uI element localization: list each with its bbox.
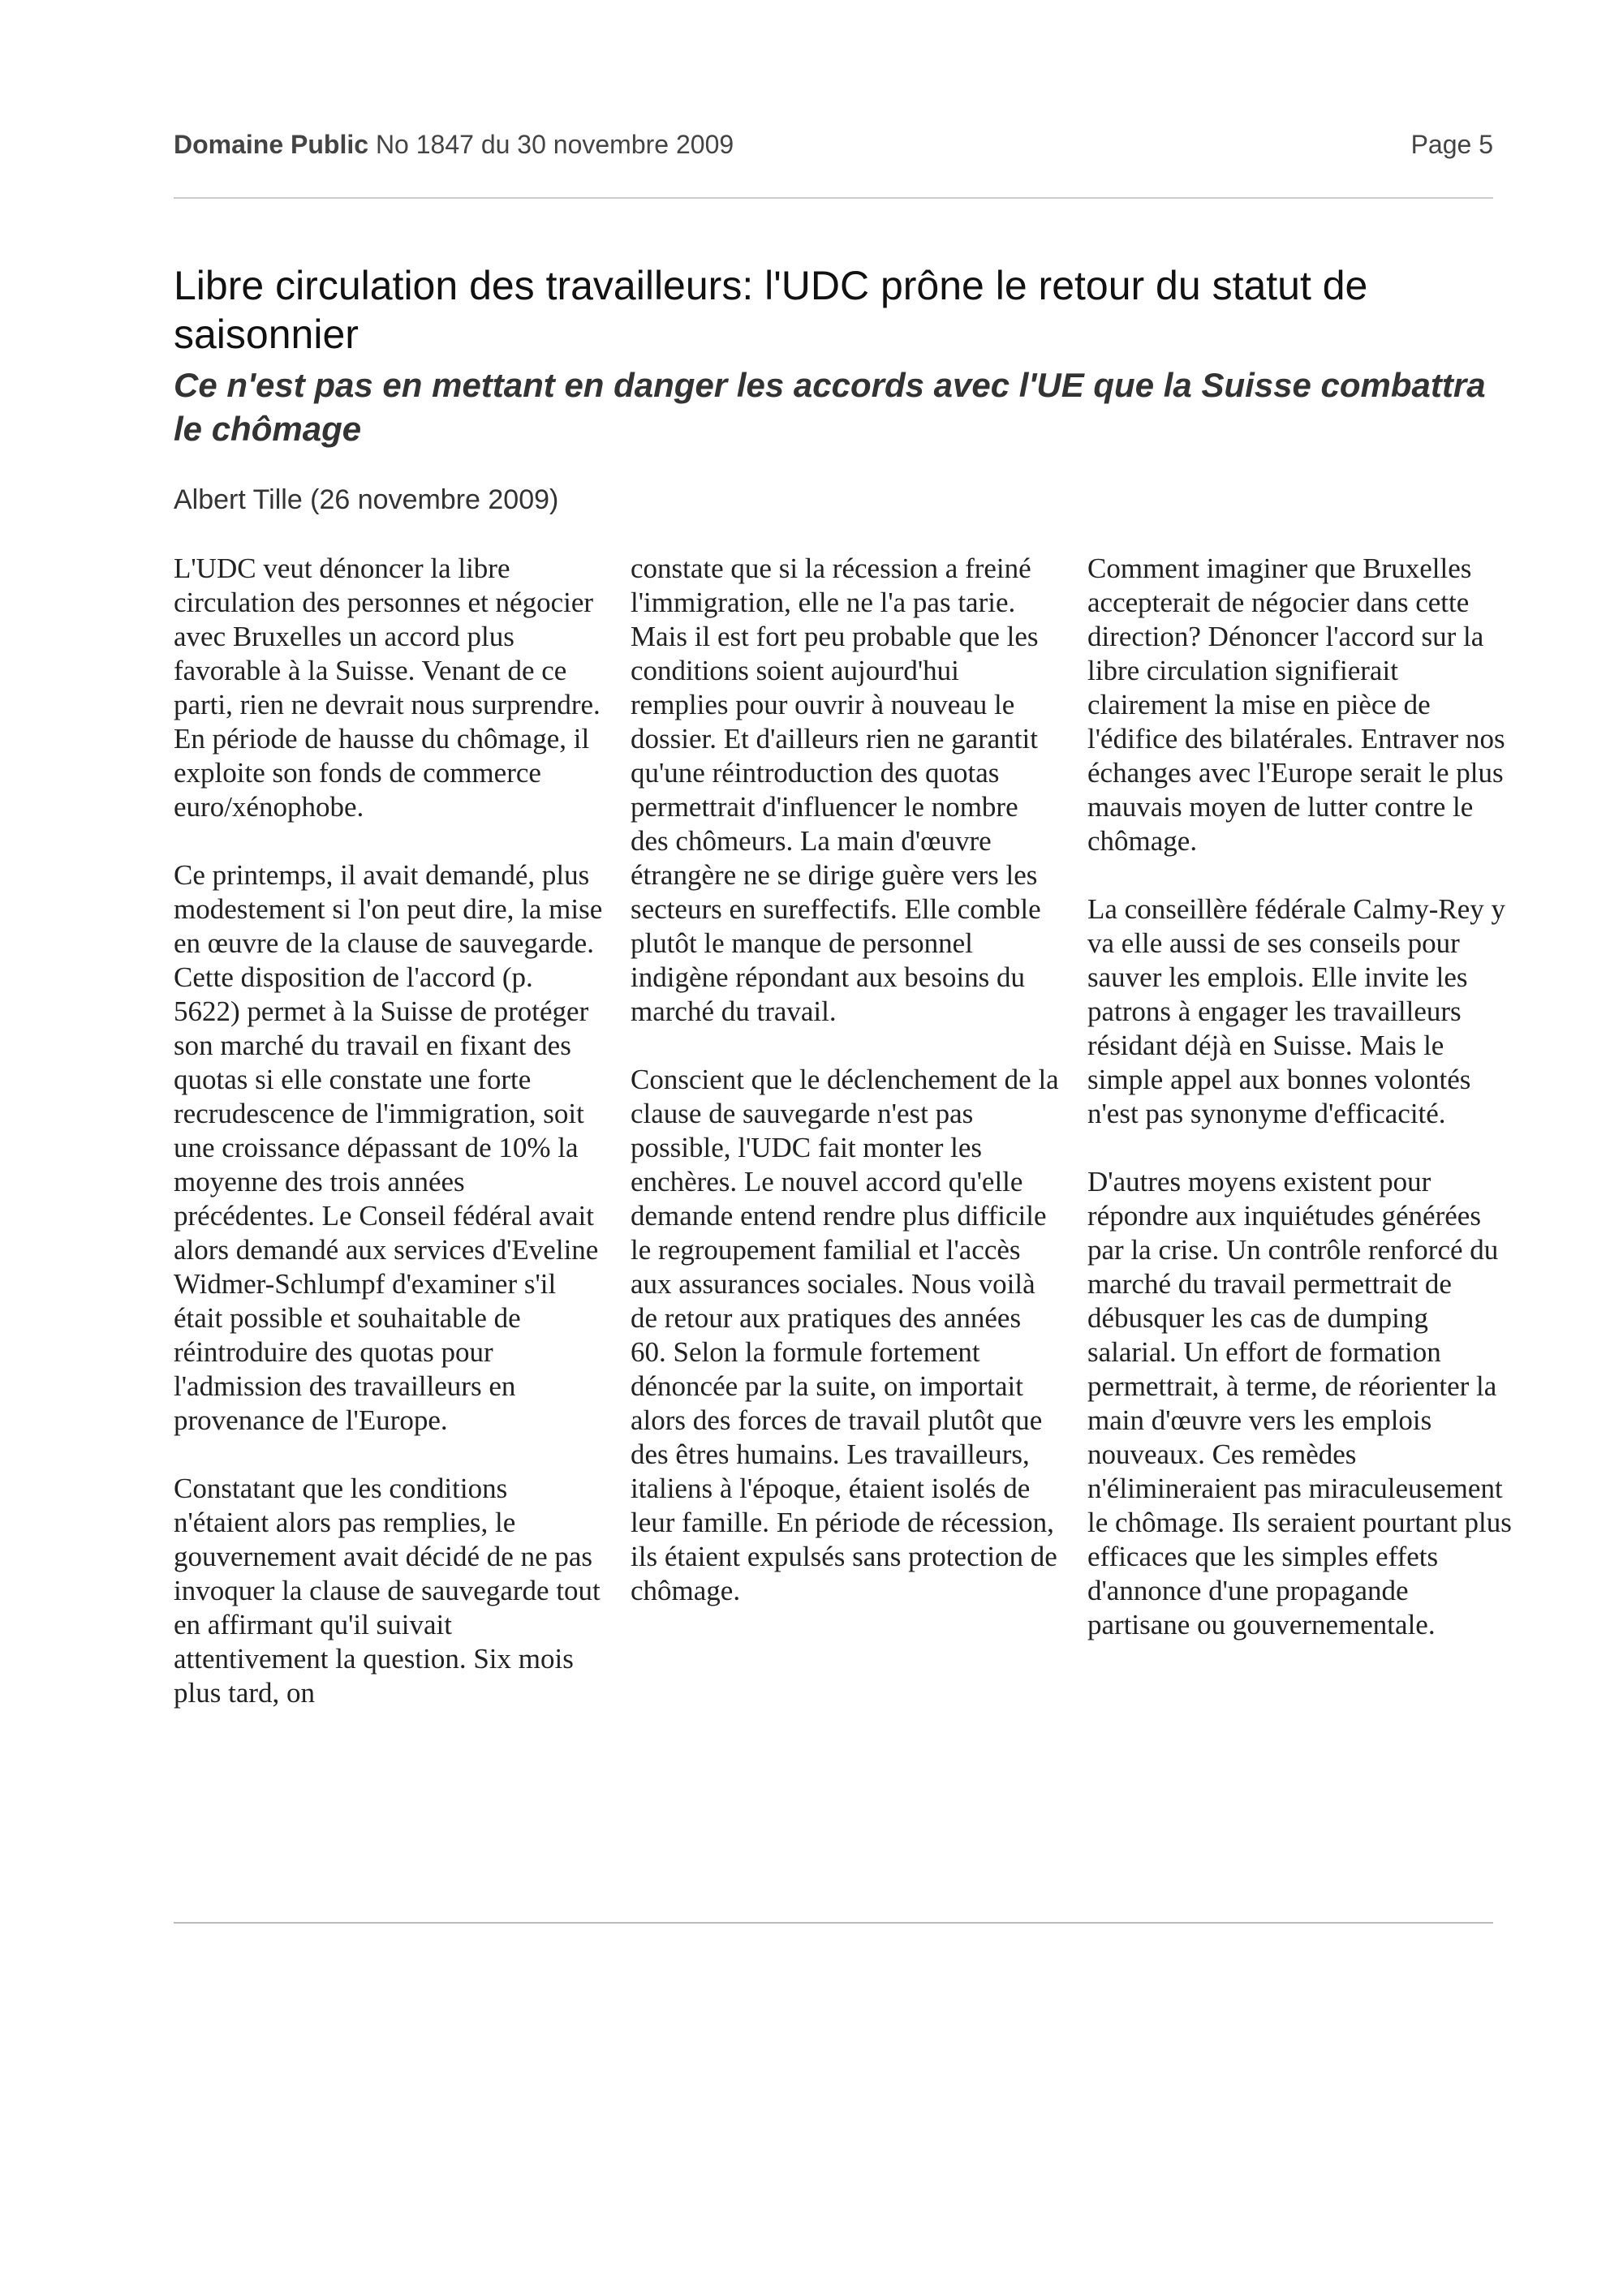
paragraph: Constatant que les conditions n'étaient alors pas remplies, le gouvernement avait décidé de ne pas invoquer la clause de sauvegarde tout en affirmant qu'il suivait attentivement la question. Six mois plus tard, on [174, 1473, 601, 1709]
page-header [174, 130, 1493, 170]
column-3 [1087, 552, 1518, 1676]
paragraph: L'UDC veut dénoncer la libre circulation des personnes et négocier avec Bruxelles un accord plus favorable à la Suisse. Venant de ce parti, rien ne devrait nous surprendre. En période de hausse du chômage, il exploite son fonds de commerce euro/xénophobe. [174, 553, 601, 823]
header-divider [174, 197, 1493, 199]
footer-divider [174, 1922, 1493, 1924]
issue-info: No 1847 du 30 novembre 2009 [375, 130, 734, 159]
column-1 [174, 552, 604, 1744]
paragraph: Ce printemps, il avait demandé, plus modestement si l'on peut dire, la mise en œuvre de la clause de sauvegarde. Cette disposition de l'accord (p. 5622) permet à la Suisse de protéger son marché du travail en fixant des quotas si elle constate une forte recrudescence de l'immigration, soit une croissance dépassant de 10% la moyenne des trois années précédentes. Le Conseil fédéral avait alors demandé aux services d'Eveline Widmer-Schlumpf d'examiner s'il était possible et souhaitable de réintroduire des quotas pour l'admission des travailleurs en provenance de l'Europe. [174, 859, 603, 1436]
article-byline: Albert Tille (26 novembre 2009) [174, 484, 559, 515]
article-body [174, 552, 1512, 1898]
article-title: Libre circulation des travailleurs: l'UDC prône le retour du statut de saisonnier [174, 263, 1368, 357]
paragraph: D'autres moyens existent pour répondre aux inquiétudes générées par la crise. Un contrôle renforcé du marché du travail permettrait de débusquer les cas de dumping salarial. Un effort de formation permettrait, à terme, de réorienter la main d'œuvre vers les emplois nouveaux. Ces remèdes n'élimineraient pas miraculeusement le chômage. Ils seraient pourtant plus efficaces que les simples effets d'annonce d'une propagande partisane ou gouvernementale. [1087, 1166, 1512, 1640]
column-2 [631, 552, 1061, 1642]
paragraph: Comment imaginer que Bruxelles accepterait de négocier dans cette direction? Dénoncer l'accord sur la libre circulation signifierait clairement la mise en pièce de l'édifice des bilatérales. Entraver nos échanges avec l'Europe serait le plus mauvais moyen de lutter contre le chômage. [1087, 553, 1505, 857]
paragraph: Conscient que le déclenchement de la clause de sauvegarde n'est pas possible, l'UDC fait monter les enchères. Le nouvel accord qu'elle demande entend rendre plus difficile le regroupement familial et l'accès aux assurances sociales. Nous voilà de retour aux pratiques des années 60. Selon la formule fortement dénoncée par la suite, on importait alors des forces de travail plutôt que des êtres humains. Les travailleurs, italiens à l'époque, étaient isolés de leur famille. En période de récession, ils étaient expulsés sans protection de chômage. [631, 1064, 1059, 1606]
paragraph: La conseillère fédérale Calmy-Rey y va elle aussi de ses conseils pour sauver les emplois. Elle invite les patrons à engager les travailleurs résidant déjà en Suisse. Mais le simple appel aux bonnes volontés n'est pas synonyme d'efficacité. [1087, 893, 1506, 1129]
paragraph: constate que si la récession a freiné l'immigration, elle ne l'a pas tarie. Mais il est fort peu probable que les conditions soient aujourd'hui remplies pour ouvrir à nouveau le dossier. Et d'ailleurs rien ne garantit qu'une réintroduction des quotas permettrait d'influencer le nombre des chômeurs. La main d'œuvre étrangère ne se dirige guère vers les secteurs en sureffectifs. Elle comble plutôt le manque de personnel indigène répondant aux besoins du marché du travail. [631, 553, 1041, 1027]
article-subtitle: Ce n'est pas en mettant en danger les accords avec l'UE que la Suisse combattra le chômage [174, 366, 1486, 448]
page-number: Page 5 [1410, 130, 1493, 159]
publication-name: Domaine Public [174, 130, 369, 159]
